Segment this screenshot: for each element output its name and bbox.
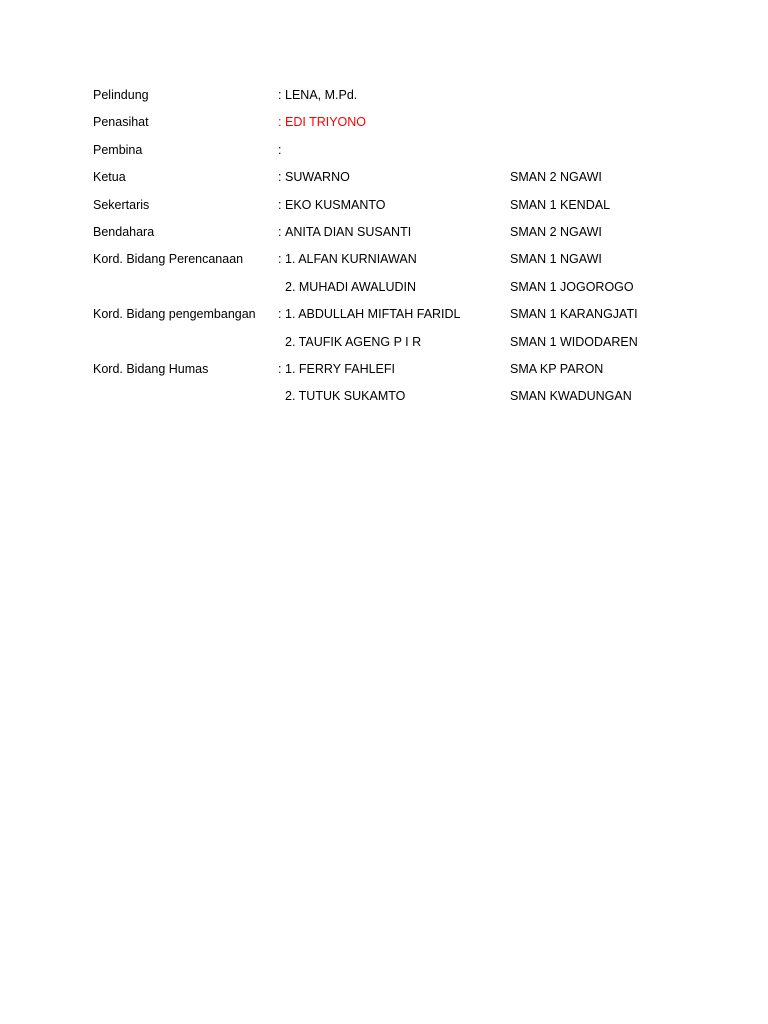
colon-separator: :	[278, 142, 282, 157]
role-label: Kord. Bidang Humas	[93, 361, 209, 376]
role-label: Pelindung	[93, 88, 149, 102]
colon-separator: :	[278, 88, 282, 102]
person-name: 1. ABDULLAH MIFTAH FARIDL	[285, 307, 461, 322]
person-name: SUWARNO	[285, 170, 350, 185]
person-name: ANITA DIAN SUSANTI	[285, 224, 412, 239]
role-label: Sekertaris	[93, 197, 150, 212]
colon-separator: :	[278, 115, 282, 130]
roster-row-pelindung	[93, 86, 693, 113]
person-name: 2. TAUFIK AGENG P I R	[285, 334, 422, 349]
school-name: SMAN 2 NGAWI	[510, 170, 602, 185]
school-name: SMAN 1 KARANGJATI	[510, 307, 638, 322]
colon-separator: :	[278, 224, 282, 239]
school-name: SMAN KWADUNGAN	[510, 389, 632, 404]
role-label: Kord. Bidang Perencanaan	[93, 252, 244, 267]
colon-separator: :	[278, 197, 282, 212]
role-label: Penasihat	[93, 115, 149, 130]
person-name: EKO KUSMANTO	[285, 197, 386, 212]
role-label: Pembina	[93, 142, 143, 157]
roster-row-humas-2	[93, 387, 693, 414]
role-label: Ketua	[93, 170, 126, 185]
roster-row-penasihat	[93, 113, 693, 140]
roster-row-perencanaan-2	[93, 278, 693, 305]
person-name: 2. TUTUK SUKAMTO	[285, 389, 406, 404]
school-name: SMAN 2 NGAWI	[510, 224, 602, 239]
person-name: 1. ALFAN KURNIAWAN	[285, 252, 417, 267]
role-label: Bendahara	[93, 224, 155, 239]
school-name: SMAN 1 KENDAL	[510, 197, 611, 212]
roster-row-pengembangan-2	[93, 333, 693, 360]
school-name: SMAN 1 JOGOROGO	[510, 279, 634, 294]
school-name: SMAN 1 NGAWI	[510, 252, 602, 267]
roster-row-pengembangan-1	[93, 305, 693, 332]
roster-row-bendahara	[93, 223, 693, 250]
roster-row-ketua	[93, 168, 693, 195]
colon-separator: :	[278, 307, 282, 322]
roster-row-pembina	[93, 141, 693, 168]
person-name: 2. MUHADI AWALUDIN	[285, 279, 417, 294]
roster-row-sekertaris	[93, 196, 693, 223]
roster-row-humas-1	[93, 360, 693, 387]
organization-roster	[93, 86, 693, 415]
colon-separator: :	[278, 252, 282, 267]
school-name: SMAN 1 WIDODAREN	[510, 334, 638, 349]
role-label: Kord. Bidang pengembangan	[93, 307, 256, 322]
person-name: LENA, M.Pd.	[285, 88, 358, 102]
roster-row-perencanaan-1	[93, 250, 693, 277]
colon-separator: :	[278, 361, 282, 376]
school-name: SMA KP PARON	[510, 361, 604, 376]
person-name-highlighted: EDI TRIYONO	[285, 115, 367, 130]
person-name: 1. FERRY FAHLEFI	[285, 361, 395, 376]
colon-separator: :	[278, 170, 282, 185]
